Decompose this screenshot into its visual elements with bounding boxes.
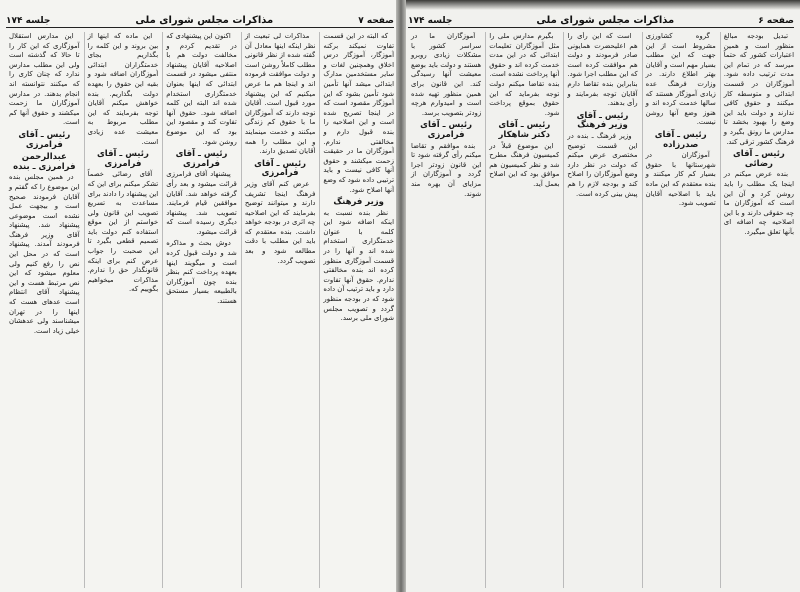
text-columns: [6, 32, 394, 588]
session-number: جلسه ۱۷۴: [408, 16, 453, 26]
running-title: مذاکرات مجلس شورای ملی: [135, 15, 274, 26]
paragraph: این ماده که اینها از بین بروند و این کلمه را بگذاریم بجای خدمتگزاران ابتدائی آموزگاران اضافه شود و بقیه این حقوق را بعهده دولت بگذاریم. بنده خواهش میکنم آقایان توجه بفرمایند که این مطلب مربوط به معیشت عده زیادی است.: [87, 32, 159, 146]
speaker-heading: رئیس ـ آقای فرامرزی: [420, 120, 473, 140]
speaker-heading: رئیس ـ آقای رضائی: [732, 149, 785, 169]
paragraph: بنده عرض میکنم در اینجا یک مطلب را باید روشن کرد و آن این است که آموزگاران ما چه حقوقی دارند و با این اصلاحیه چه اضافه ای بآنها تعلق میگیرد.: [723, 170, 794, 236]
paragraph: در همین مجلس بنده این موضوع را که گفتم و آقایان فرمودند صحیح است و بیجهت عمل نشده است موضوعی پیشنهاد شد. پیشنهاد آقای وزیر فرهنگ فرمودند آمدند. پیشنهاد است که در محل این نص را رفع کنیم ولی معلوم میشود که این نص مرتبط هست و این پیشنهاد آقای انتظام است عدهای هست که اینها را در تهران میشناسند ولی عدهشان خیلی زیاد است.: [9, 173, 80, 335]
paragraph: عرض کنم آقای وزیر فرهنگ اینجا تشریف دارند و میتوانند توضیح بفرمایند که این اصلاحیه چه اثری در بودجه خواهد داشت. بنده معتقدم که باید این مطلب با دقت مطالعه شود و بعد تصویب گردد.: [244, 179, 316, 265]
paragraph: آقای رضائی خصماً تشکر میکنم برای این که این پیشنهاد را دادند برای مساعدت به تسریع تصویب این قانون ولی خواستم از این موقع استفاده کنم دولت باید تصمیم قطعی بگیرد تا این صحبت را جواب عرض کنم برای اینکه قانونگذار حق را ندارم. مذاکرات میخواهیم بگوییم که.: [87, 170, 159, 294]
paragraph: این موضوع قبلاً در کمیسیون فرهنگ مطرح شد و نظر کمیسیون هم موافق بود که این اصلاح بعمل آید.: [489, 141, 560, 188]
text-columns: [408, 32, 794, 588]
text-column: [408, 32, 481, 588]
paragraph: این مدارس استقلال آموزگاری که این کار را تا حالا که گذشته است ولی این مطلب مدارس ندارد که چنان کاری را که میکنند نتوانسته اند انجام بدهند. در مدارس آموزگاران ما زحمت میکشند و حقوق آنها کم است.: [9, 32, 80, 127]
text-column: [485, 32, 559, 588]
paragraph: گروه کشاورزی مشروط است از این جهت که این مطلب بسیار مهم است و آقایان بهتر اطلاع دارند. در وزارت فرهنگ عده زیادی آموزگار هستند که سالها خدمت کرده اند و هنوز وضع آنها روشن نیست.: [645, 32, 716, 127]
speaker-heading: رئیس ـ آقای وزیر فرهنگ: [576, 110, 629, 131]
paragraph: بگیرم مدارس ملی را مثل آموزگاران تعلیمات ابتدائی که در این مدت خدمت کرده اند و حقوق آنها پرداخت نشده است. بنده تقاضا میکنم دولت توجه بفرماید که این حقوق بموقع پرداخت شود.: [489, 32, 560, 117]
paragraph: است که این رأی را هم اعلیحضرت همایونی صادر فرمودند و دولت هم موافقت کرده است که این مطلب اجرا شود. بنابراین بنده تقاضا دارم آقایان توجه بفرمایند و رأی بدهند.: [567, 32, 638, 108]
page-number: صفحه ۶: [758, 16, 794, 26]
speaker-heading: عبدالرحمن فرامرزی ـ بنده: [13, 152, 76, 172]
session-number: جلسه ۱۷۴: [6, 16, 51, 26]
paragraph: بنده موافقم و تقاضا میکنم رأی گرفته شود تا این قانون زودتر اجرا گردد و آموزگاران از مزایای آن بهره مند شوند.: [410, 141, 482, 198]
speaker-heading: رئیس ـ آقای فرامرزی: [254, 158, 307, 179]
speaker-heading: وزیر فرهنگ: [333, 197, 384, 208]
paragraph: پیشنهاد آقای فرامرزی قرائت میشود و بعد رأی گرفته خواهد شد. آقایان موافقین قیام فرمایند. تصویب شد. پیشنهاد دیگری رسیده است که قرائت میشود.: [166, 170, 237, 236]
paragraph: اکنون این پیشنهادی که در تقدیم کردم و مخالفت دولت هم با اصلاحیه آقایان پیشنهاد منتفی میشود در قسمت ابتدائی که اینها بعنوان خدمتگزاری استخدام شده اند البته این کلمه اضافه شود. حقوق آنها تفاوت کند و مقصود این بود که این موضوع روشن شود.: [166, 32, 237, 146]
page-number: صفحه ۷: [358, 16, 394, 26]
speaker-heading: رئیس ـ آقای دکتر شاهکار: [498, 120, 551, 140]
paragraph: که البته در این قسمت تفاوت نمیکند برکنه آموزگار، آموزگار درس اخلاق وهمچنین لغات و سایر مستخدمین مدارک ابتدائی میشد آنها تأمین شود تأمین بشود که این آموزگار مقصود است که در اینجا تصریح شده است و این اصلاحیه را بنده قبول دارم و مخالفتی ندارم. آموزگاران ما در حقیقت زحمت میکشند و حقوق آنها کافی نیست و باید ترتیبی داده شود که وضع آنها اصلاح شود.: [323, 32, 394, 194]
paragraph: وزیر فرهنگ ـ بنده در این قسمت توضیح مختصری عرض میکنم که دولت در نظر دارد وضع آموزگاران را اصلاح کند و بودجه لازم را هم پیش بینی کرده است.: [567, 131, 638, 198]
text-column: [563, 32, 637, 588]
running-title: مذاکرات مجلس شورای ملی: [536, 15, 675, 26]
speaker-heading: رئیس ـ آقای فرامرزی: [175, 149, 228, 169]
paragraph: تبدیل بودجه مبالغ منظور است و همین اعتبارات کشور که حتماً میرسد که در تمام این مدت ترتیب داده شود. آموزگاران در قسمت ابتدائی و متوسطه کار میکنند و حقوق کافی ندارند و دولت باید این وضع را بهبود بخشد تا مدارس ما رونق بگیرد و فرهنگ کشور ترقی کند.: [723, 32, 794, 146]
text-column: [6, 32, 80, 588]
paragraph: نظر بنده نسبت به اینکه اضافه شود این کلمه با عنوان خدمتگزاری استخدام شده اند و آنها را در قسمت آموزگاری منظور کرده اند بنده مخالفتی ندارم. حقوق آنها تفاوت دارد و باید ترتیب آن داده شود که در بودجه منظور گردد و تصویب مجلس شورای ملی برسد.: [323, 208, 394, 323]
text-column: [319, 32, 394, 588]
text-column: [720, 32, 794, 588]
paragraph: آموزگاران ما در سراسر کشور با مشکلات زیادی روبرو هستند و دولت باید بوضع معیشت آنها رسیدگی کند. این قانون برای همین منظور تهیه شده است و امیدوارم هرچه زودتر بتصویب برسد.: [410, 32, 482, 117]
page-header: [6, 12, 394, 28]
speaker-heading: رئیس ـ آقای صدرزاده: [654, 129, 707, 150]
right-page: [402, 0, 800, 592]
book-gutter: [396, 0, 406, 592]
scan-shadow: [402, 0, 800, 10]
speaker-heading: رئیس ـ آقای فرامرزی: [18, 129, 71, 150]
text-column: [162, 32, 237, 588]
text-column: [84, 32, 159, 588]
paragraph: آموزگاران در شهرستانها با حقوق بسیار کم کار میکنند و بنده معتقدم که این ماده باید با اصلاحیه آقایان تصویب شود.: [645, 151, 716, 208]
text-column: [642, 32, 716, 588]
page-header: [408, 12, 794, 28]
paragraph: دوش بحث و مذاکره شد و دولت قبول کرده است و میگویند اینها بعهده پرداخت کنم بنظر بنده چون آموزگاران بالطبیعه بسیار مستحق هستند.: [166, 239, 237, 306]
text-column: [241, 32, 316, 588]
paragraph: مذاکرات لی تبعیت از نظر اینکه اینها معادل آن گفته شده از نظر قانونی مطلب کاملاً روشن است و دولت موافقت فرموده اند و اینجا هم ما عرض میکنیم که این پیشنهاد مورد قبول است. آقایان توجه دارند که آموزگاران ما با حقوق کم زندگی میکنند و خدمت مینمایند و این مطلب را همه آقایان تصدیق دارند.: [244, 32, 316, 156]
speaker-heading: رئیس ـ آقای فرامرزی: [96, 149, 149, 169]
